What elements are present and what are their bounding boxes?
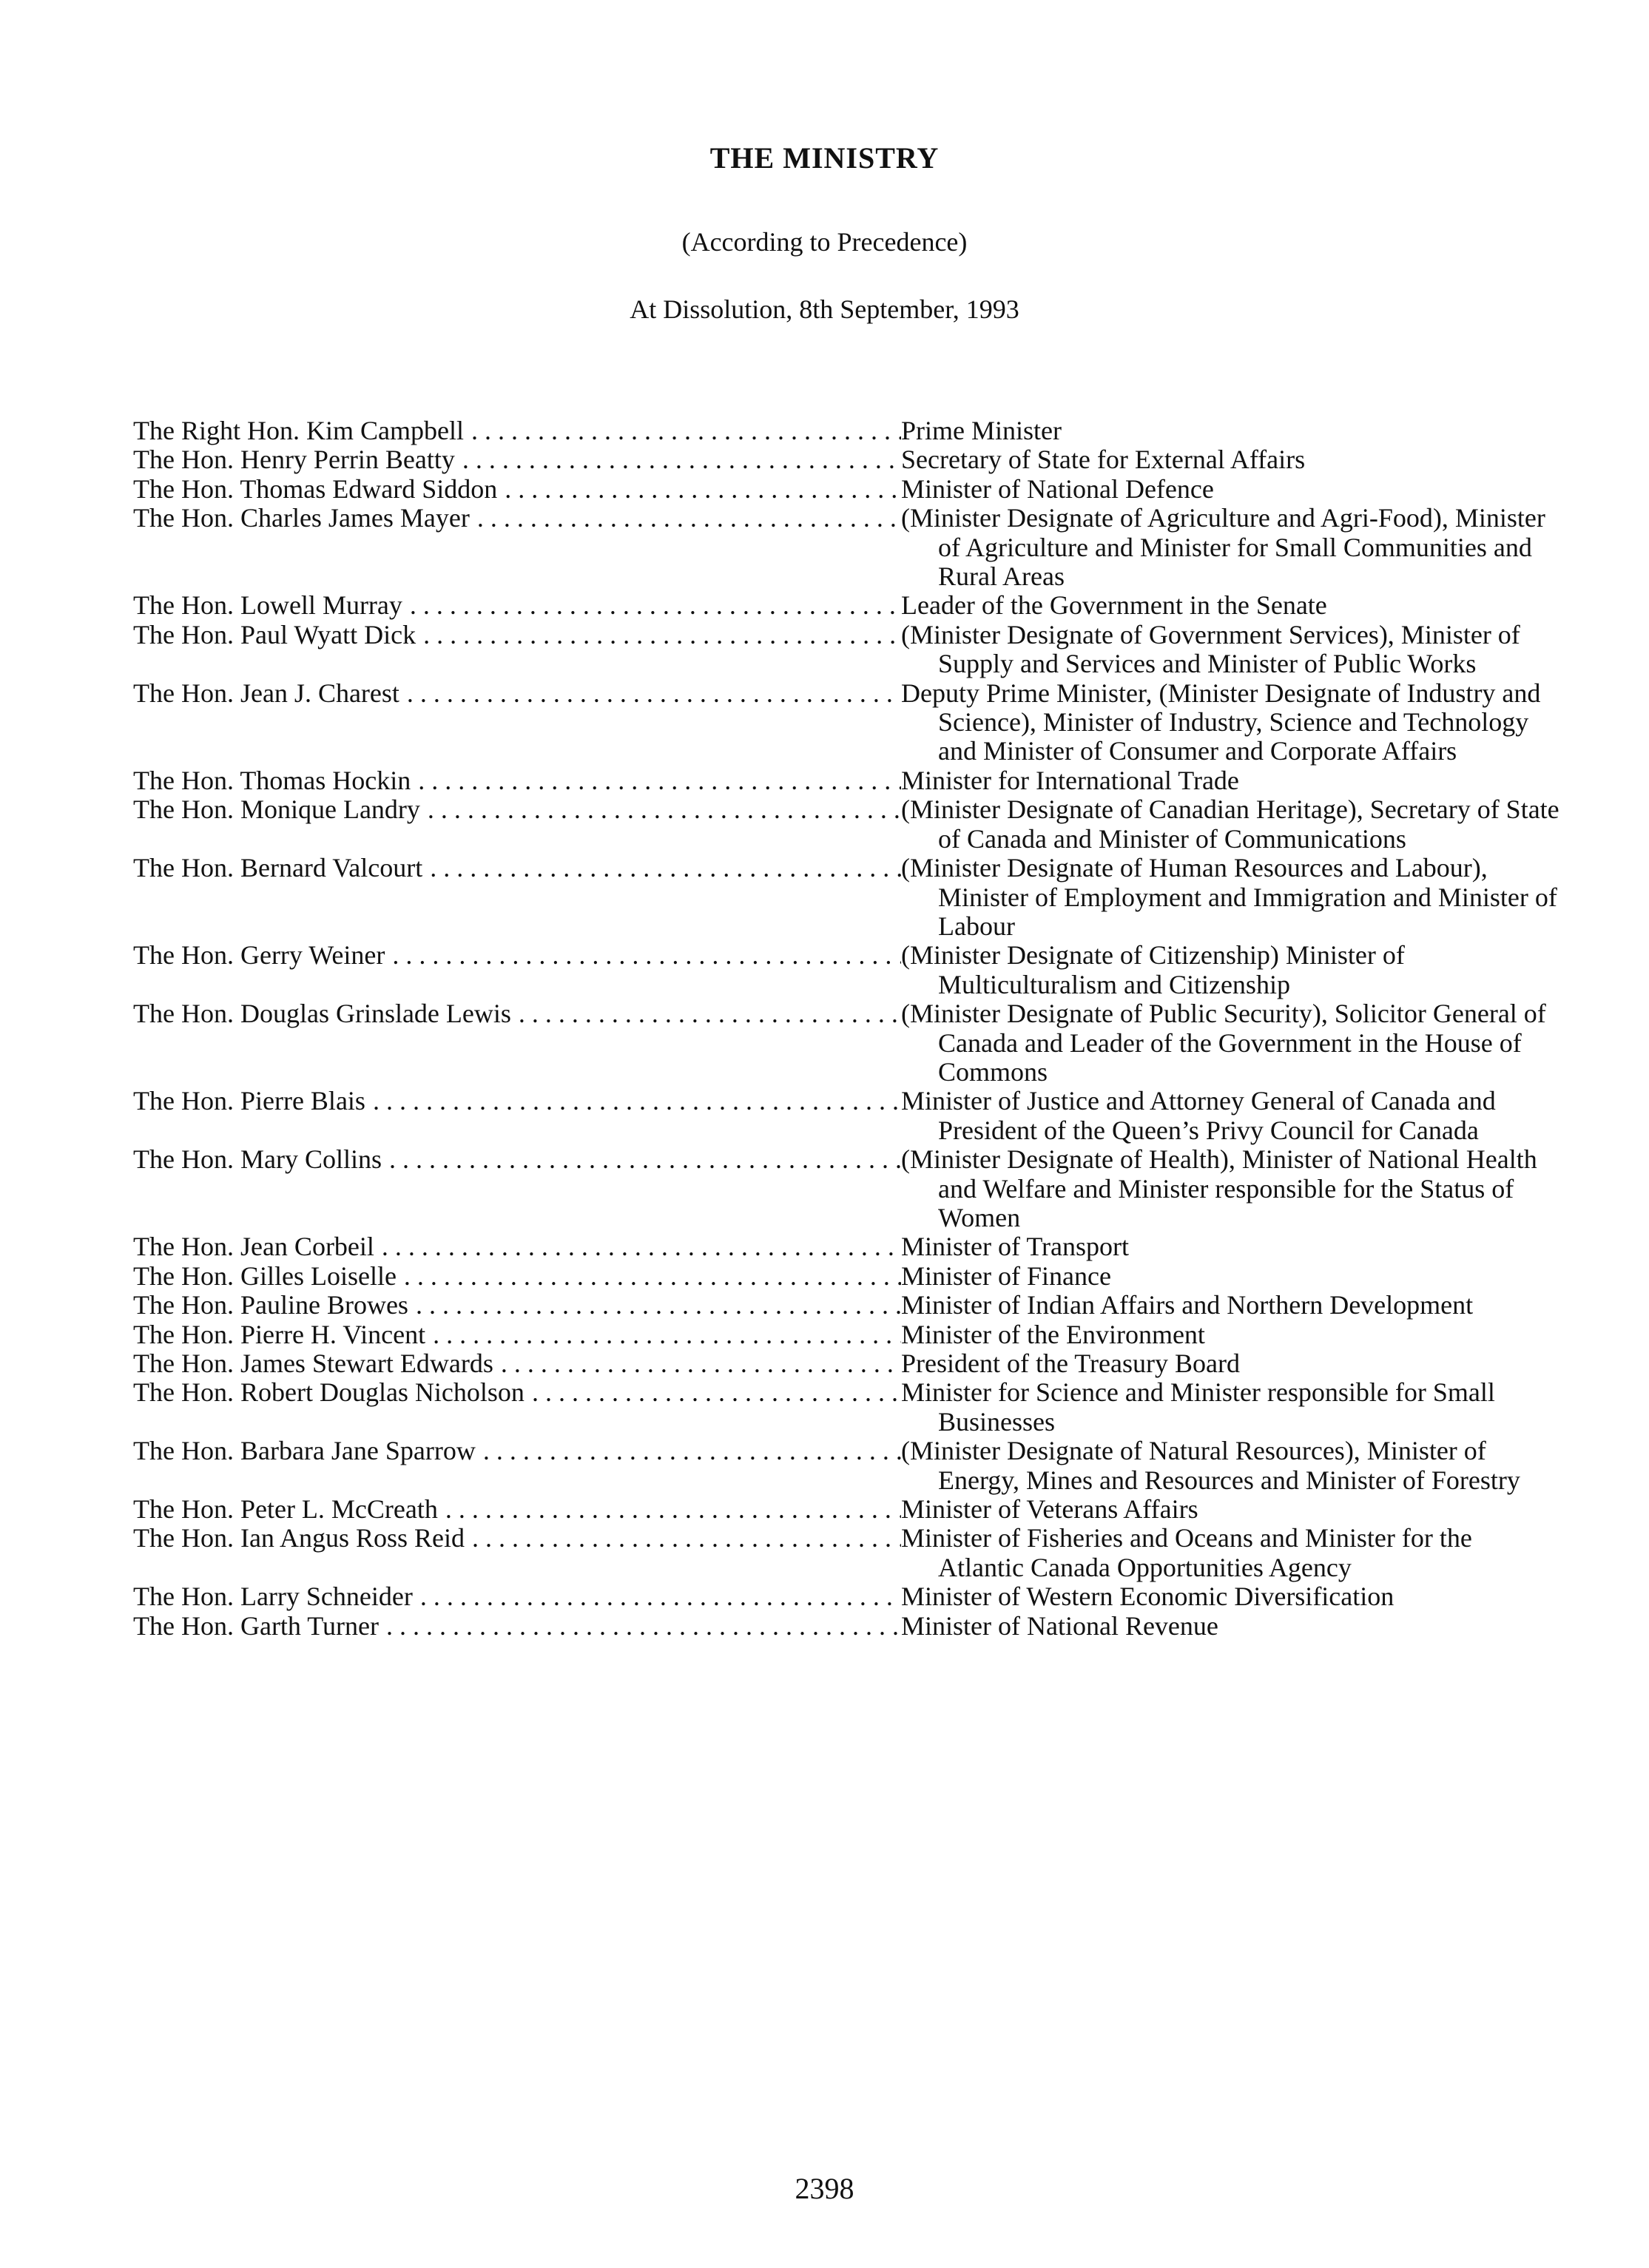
dot-leader: [501, 1349, 901, 1378]
minister-portfolio: Minister of National Revenue: [901, 1610, 1218, 1641]
minister-name-cell: [133, 1582, 901, 1611]
minister-portfolio: Minister of Fisheries and Oceans and Minister for the Atlantic Canada Opportunities Agency: [901, 1523, 1472, 1582]
page-subtitle: (According to Precedence): [681, 227, 968, 257]
minister-name-cell: [133, 1087, 901, 1116]
dot-leader: [445, 1495, 901, 1524]
minister-portfolio: Minister of the Environment: [901, 1319, 1205, 1349]
minister-portfolio: Minister of Transport: [901, 1232, 1130, 1262]
minister-name: The Hon. Monique Landry: [133, 795, 420, 825]
dot-leader: [471, 416, 901, 445]
minister-name: The Hon. Ian Angus Ross Reid: [133, 1524, 465, 1553]
dot-leader: [386, 1612, 901, 1641]
minister-name-cell: [133, 445, 901, 474]
minister-portfolio: Minister of Indian Affairs and Northern Development: [901, 1290, 1474, 1320]
minister-portfolio: Minister of National Defence: [901, 473, 1214, 504]
ministry-list: [133, 416, 1561, 1641]
dot-leader: [423, 621, 901, 649]
minister-row: [133, 591, 1561, 620]
minister-name-cell: [133, 1262, 901, 1291]
minister-name-cell: [133, 1612, 901, 1641]
minister-row: [133, 1378, 1561, 1437]
dot-leader: [392, 941, 901, 970]
minister-portfolio: Minister of Veterans Affairs: [901, 1494, 1198, 1525]
minister-name-cell: [133, 1320, 901, 1349]
minister-portfolio: Minister of Western Economic Diversification: [901, 1582, 1395, 1612]
minister-name: The Hon. Garth Turner: [133, 1611, 379, 1641]
page-number: 2398: [795, 2172, 854, 2205]
minister-portfolio: Deputy Prime Minister, (Minister Designate of Industry and Science), Minister of Industry, Science and Technology and Minister of Consumer and Corporate Affairs: [901, 678, 1541, 766]
dot-leader: [416, 1291, 901, 1320]
minister-row: [133, 854, 1561, 941]
dissolution-date: At Dissolution, 8th September, 1993: [630, 294, 1019, 324]
dot-leader: [410, 591, 901, 620]
minister-row: [133, 504, 1561, 591]
minister-row: [133, 445, 1561, 474]
minister-name-cell: [133, 854, 901, 882]
minister-name: The Right Hon. Kim Campbell: [133, 416, 464, 445]
minister-row: [133, 999, 1561, 1087]
minister-portfolio: (Minister Designate of Natural Resources), Minister of Energy, Mines and Resources and Minister of Forestry: [901, 1436, 1520, 1495]
dot-leader: [373, 1087, 901, 1116]
dot-leader: [404, 1262, 901, 1291]
minister-name-cell: [133, 1145, 901, 1174]
dot-leader: [430, 854, 901, 882]
minister-name: The Hon. Jean J. Charest: [133, 678, 399, 708]
minister-name: The Hon. Peter L. McCreath: [133, 1495, 438, 1525]
minister-name-cell: [133, 504, 901, 533]
minister-row: [133, 795, 1561, 854]
minister-name-cell: [133, 1495, 901, 1524]
minister-row: [133, 941, 1561, 999]
minister-name-cell: [133, 416, 901, 445]
minister-row: [133, 1262, 1561, 1291]
minister-row: [133, 1524, 1561, 1582]
minister-name-cell: [133, 679, 901, 708]
dot-leader: [472, 1524, 901, 1553]
minister-portfolio: (Minister Designate of Government Services), Minister of Supply and Services and Minister of Public Works: [901, 619, 1520, 679]
minister-name-cell: [133, 941, 901, 970]
minister-row: [133, 1291, 1561, 1320]
minister-name-cell: [133, 1232, 901, 1261]
minister-portfolio: (Minister Designate of Public Security), Solicitor General of Canada and Leader of the Government in the House of Commons: [901, 999, 1546, 1087]
minister-row: [133, 1582, 1561, 1611]
minister-name-cell: [133, 795, 901, 824]
dot-leader: [407, 679, 901, 708]
dot-leader: [477, 504, 901, 533]
minister-name-cell: [133, 1349, 901, 1378]
minister-row: [133, 1145, 1561, 1232]
minister-name-cell: [133, 766, 901, 795]
minister-name-cell: [133, 1291, 901, 1320]
minister-row: [133, 1320, 1561, 1349]
minister-row: [133, 475, 1561, 504]
dot-leader: [462, 445, 901, 474]
minister-row: [133, 766, 1561, 795]
minister-name: The Hon. Douglas Grinslade Lewis: [133, 999, 511, 1029]
minister-portfolio: Minister of Justice and Attorney General of Canada and President of the Queen’s Privy Council for Canada: [901, 1086, 1496, 1145]
minister-name: The Hon. Jean Corbeil: [133, 1232, 374, 1262]
minister-name: The Hon. Thomas Hockin: [133, 766, 411, 795]
dot-leader: [389, 1145, 901, 1174]
minister-row: [133, 679, 1561, 766]
minister-name: The Hon. Gerry Weiner: [133, 941, 385, 971]
minister-name: The Hon. Pauline Browes: [133, 1291, 408, 1320]
dot-leader: [428, 795, 901, 824]
minister-name: The Hon. Pierre Blais: [133, 1087, 365, 1116]
minister-row: [133, 1232, 1561, 1261]
minister-name: The Hon. Larry Schneider: [133, 1582, 413, 1612]
minister-row: [133, 1495, 1561, 1524]
dot-leader: [433, 1320, 901, 1349]
minister-name-cell: [133, 999, 901, 1028]
minister-name-cell: [133, 1378, 901, 1407]
minister-portfolio: President of the Treasury Board: [901, 1349, 1240, 1378]
minister-row: [133, 1349, 1561, 1378]
dot-leader: [505, 475, 901, 504]
minister-name: The Hon. Thomas Edward Siddon: [133, 474, 498, 504]
minister-portfolio: Secretary of State for External Affairs: [901, 445, 1306, 475]
minister-portfolio: (Minister Designate of Human Resources and Labour), Minister of Employment and Immigration and Minister of Labour: [901, 853, 1557, 941]
minister-name: The Hon. Lowell Murray: [133, 591, 402, 621]
minister-portfolio: Leader of the Government in the Senate: [901, 590, 1327, 621]
minister-portfolio: (Minister Designate of Agriculture and Agri-Food), Minister of Agriculture and Minister for Small Communities and Rural Areas: [901, 503, 1545, 592]
minister-name-cell: [133, 1524, 901, 1553]
minister-name: The Hon. Robert Douglas Nicholson: [133, 1378, 525, 1408]
dot-leader: [382, 1232, 901, 1261]
page-title: THE MINISTRY: [709, 141, 940, 175]
minister-portfolio: (Minister Designate of Health), Minister of National Health and Welfare and Minister responsible for the Status of Women: [901, 1144, 1537, 1232]
minister-name-cell: [133, 621, 901, 649]
minister-portfolio: Prime Minister: [901, 416, 1062, 445]
minister-name: The Hon. Barbara Jane Sparrow: [133, 1437, 476, 1466]
dot-leader: [420, 1582, 901, 1611]
minister-name-cell: [133, 475, 901, 504]
minister-name-cell: [133, 1437, 901, 1465]
minister-row: [133, 416, 1561, 445]
minister-name: The Hon. Mary Collins: [133, 1145, 382, 1175]
minister-name: The Hon. Pierre H. Vincent: [133, 1320, 426, 1349]
minister-name-cell: [133, 591, 901, 620]
minister-name: The Hon. Paul Wyatt Dick: [133, 620, 417, 649]
minister-row: [133, 1612, 1561, 1641]
minister-name: The Hon. Gilles Loiselle: [133, 1261, 397, 1291]
minister-portfolio: (Minister Designate of Canadian Heritage), Secretary of State of Canada and Minister of Communications: [901, 794, 1559, 854]
minister-portfolio: (Minister Designate of Citizenship) Minister of Multiculturalism and Citizenship: [901, 940, 1405, 999]
minister-portfolio: Minister for Science and Minister responsible for Small Businesses: [901, 1377, 1495, 1437]
minister-row: [133, 1437, 1561, 1495]
minister-name: The Hon. James Stewart Edwards: [133, 1349, 493, 1378]
minister-name: The Hon. Charles James Mayer: [133, 504, 470, 533]
minister-portfolio: Minister of Finance: [901, 1260, 1111, 1291]
dot-leader: [532, 1378, 901, 1407]
minister-row: [133, 621, 1561, 679]
dot-leader: [418, 766, 901, 795]
minister-name: The Hon. Henry Perrin Beatty: [133, 445, 455, 475]
minister-row: [133, 1087, 1561, 1145]
dot-leader: [483, 1437, 901, 1465]
minister-portfolio: Minister for International Trade: [901, 765, 1239, 795]
minister-name: The Hon. Bernard Valcourt: [133, 854, 423, 883]
dot-leader: [519, 999, 901, 1028]
